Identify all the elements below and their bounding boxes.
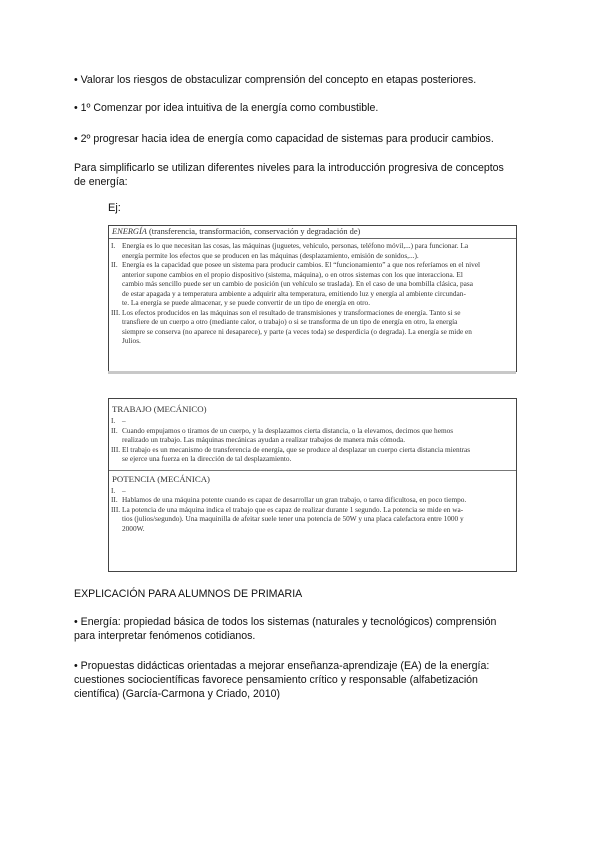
item-line: realizado un trabajo. Las máquinas mecánicas ayudan a realizar trabajos de manera más cómoda. bbox=[122, 435, 406, 444]
intro-line: de energía: bbox=[74, 176, 128, 188]
potencia-item-1 bbox=[109, 486, 516, 496]
energia-table-header bbox=[109, 226, 516, 239]
item-line: Hablamos de una máquina potente cuando es capaz de desarrollar un gran trabajo, o tarea dificultosa, en poco tiempo. bbox=[122, 495, 467, 504]
item-line: de estar apagada y a temperatura ambiente a adquirir alta temperatura, emitiendo luz y energía al ambiente circundan- bbox=[122, 288, 466, 298]
item-number: III. bbox=[111, 504, 121, 514]
paragraph-line: • Energía: propiedad básica de todos los sistemas (naturales y tecnológicos) comprensión bbox=[74, 616, 497, 628]
item-line: te. La energía se puede almacenar, y se puede convertir de un tipo de energía en otro. bbox=[122, 298, 371, 307]
energia-table-title: ENERGÍA bbox=[112, 227, 147, 236]
primaria-bullet-propuestas bbox=[74, 659, 534, 701]
item-number: I. bbox=[111, 485, 116, 495]
item-line: Los efectos producidos en las máquinas son el resultado de transmisiones y transformaciones de energía. Tanto si se bbox=[122, 307, 461, 317]
item-number: III. bbox=[111, 307, 121, 317]
paragraph-line: cuestiones sociocientíficas favorece pensamiento crítico y responsable (alfabetización bbox=[74, 674, 478, 686]
item-number: II. bbox=[111, 425, 118, 435]
intro-line: Para simplificarlo se utilizan diferentes niveles para la introducción progresiva de conceptos bbox=[74, 162, 504, 174]
item-line: Julios. bbox=[122, 336, 141, 345]
item-number: II. bbox=[111, 495, 118, 504]
item-line: Energía es lo que necesitan las cosas, las máquinas (juguetes, vehículo, personas, teléfono móvil,...) para funcionar. La bbox=[122, 241, 469, 250]
potencia-item-2 bbox=[109, 495, 516, 505]
item-line: transfiere de un cuerpo a otro (mediante calor, o trabajo) o si se transforma de un tipo de energía en otro, la energía bbox=[122, 317, 458, 326]
paragraph-line: • Propuestas didácticas orientadas a mejorar enseñanza-aprendizaje (EA) de la energía: bbox=[74, 660, 490, 672]
trabajo-item-3 bbox=[109, 445, 516, 464]
energia-table bbox=[108, 225, 517, 372]
energia-item-2 bbox=[109, 260, 516, 308]
trabajo-item-1 bbox=[109, 416, 516, 426]
potencia-item-3 bbox=[109, 505, 516, 534]
item-line: tios (julios/segundo). Una maquinilla de afeitar suele tener una potencia de 50W y una placa calefactora entre 1000 y bbox=[122, 514, 464, 523]
paragraph-line: científica) (García-Carmona y Criado, 2010) bbox=[74, 688, 281, 700]
paragraph-line: para interpretar fenómenos cotidianos. bbox=[74, 630, 256, 642]
primaria-heading: EXPLICACIÓN PARA ALUMNOS DE PRIMARIA bbox=[74, 588, 303, 600]
item-number: II. bbox=[111, 260, 118, 269]
item-line: – bbox=[122, 416, 126, 425]
item-line: energía permite los efectos que se producen en las máquinas (desplazamiento, emisión de sonidos,...). bbox=[122, 250, 419, 260]
item-line: Cuando empujamos o tiramos de un cuerpo, y la desplazamos cierta distancia, o la elevamos, decimos que hemos bbox=[122, 425, 454, 435]
item-number: III. bbox=[111, 444, 121, 454]
primaria-bullet-energia bbox=[74, 615, 534, 643]
item-line: siempre se conserva (no aparece ni desaparece), y parte (a veces toda) se desperdicia (o degrada). La energía se mide en bbox=[122, 326, 472, 336]
item-line: anterior supone cambios en el propio dispositivo (sistema, máquina), o en otros sistemas con los que interacciona. El bbox=[122, 269, 463, 279]
item-line: Energía es la capacidad que posee un sistema para producir cambios. El “funcionamiento” a que nos referíamos en el nivel bbox=[122, 260, 481, 269]
item-number: I. bbox=[111, 416, 116, 425]
trabajo-table-title: TRABAJO (MECÁNICO) bbox=[112, 404, 207, 414]
bullet-capacity-idea: • 2º progresar hacia idea de energía como capacidad de sistemas para producir cambios. bbox=[74, 133, 494, 145]
scan-shadow bbox=[108, 371, 516, 374]
item-line: – bbox=[122, 485, 126, 495]
example-label: Ej: bbox=[108, 202, 121, 214]
potencia-table-title: POTENCIA (MECÁNICA) bbox=[112, 473, 210, 484]
item-line: El trabajo es un mecanismo de transferencia de energía, que se produce al desplazar un cuerpo cierta distancia mientras bbox=[122, 444, 471, 454]
item-line: La potencia de una máquina indica el trabajo que es capaz de realizar durante 1 segundo. La potencia se mide en wa- bbox=[122, 504, 464, 514]
bullet-intuitive-idea: • 1º Comenzar por idea intuitiva de la energía como combustible. bbox=[74, 102, 379, 114]
trabajo-item-2 bbox=[109, 426, 516, 445]
energia-table-subtitle: (transferencia, transformación, conservación y degradación de) bbox=[146, 227, 361, 236]
trabajo-potencia-table bbox=[108, 398, 517, 572]
item-number: I. bbox=[111, 241, 116, 250]
energia-item-1 bbox=[109, 241, 516, 260]
item-line: se ejerce una fuerza en la dirección de tal desplazamiento. bbox=[122, 454, 292, 463]
bullet-risks: • Valorar los riesgos de obstaculizar comprensión del concepto en etapas posteriores. bbox=[74, 74, 477, 86]
item-line: 2000W. bbox=[122, 523, 145, 533]
intro-paragraph bbox=[74, 161, 534, 189]
item-line: cambio más sencillo puede ser un cambio de posición (un vehículo se traslada). En el caso de una bombilla clásica, pasa bbox=[122, 279, 473, 288]
energia-item-3 bbox=[109, 308, 516, 346]
